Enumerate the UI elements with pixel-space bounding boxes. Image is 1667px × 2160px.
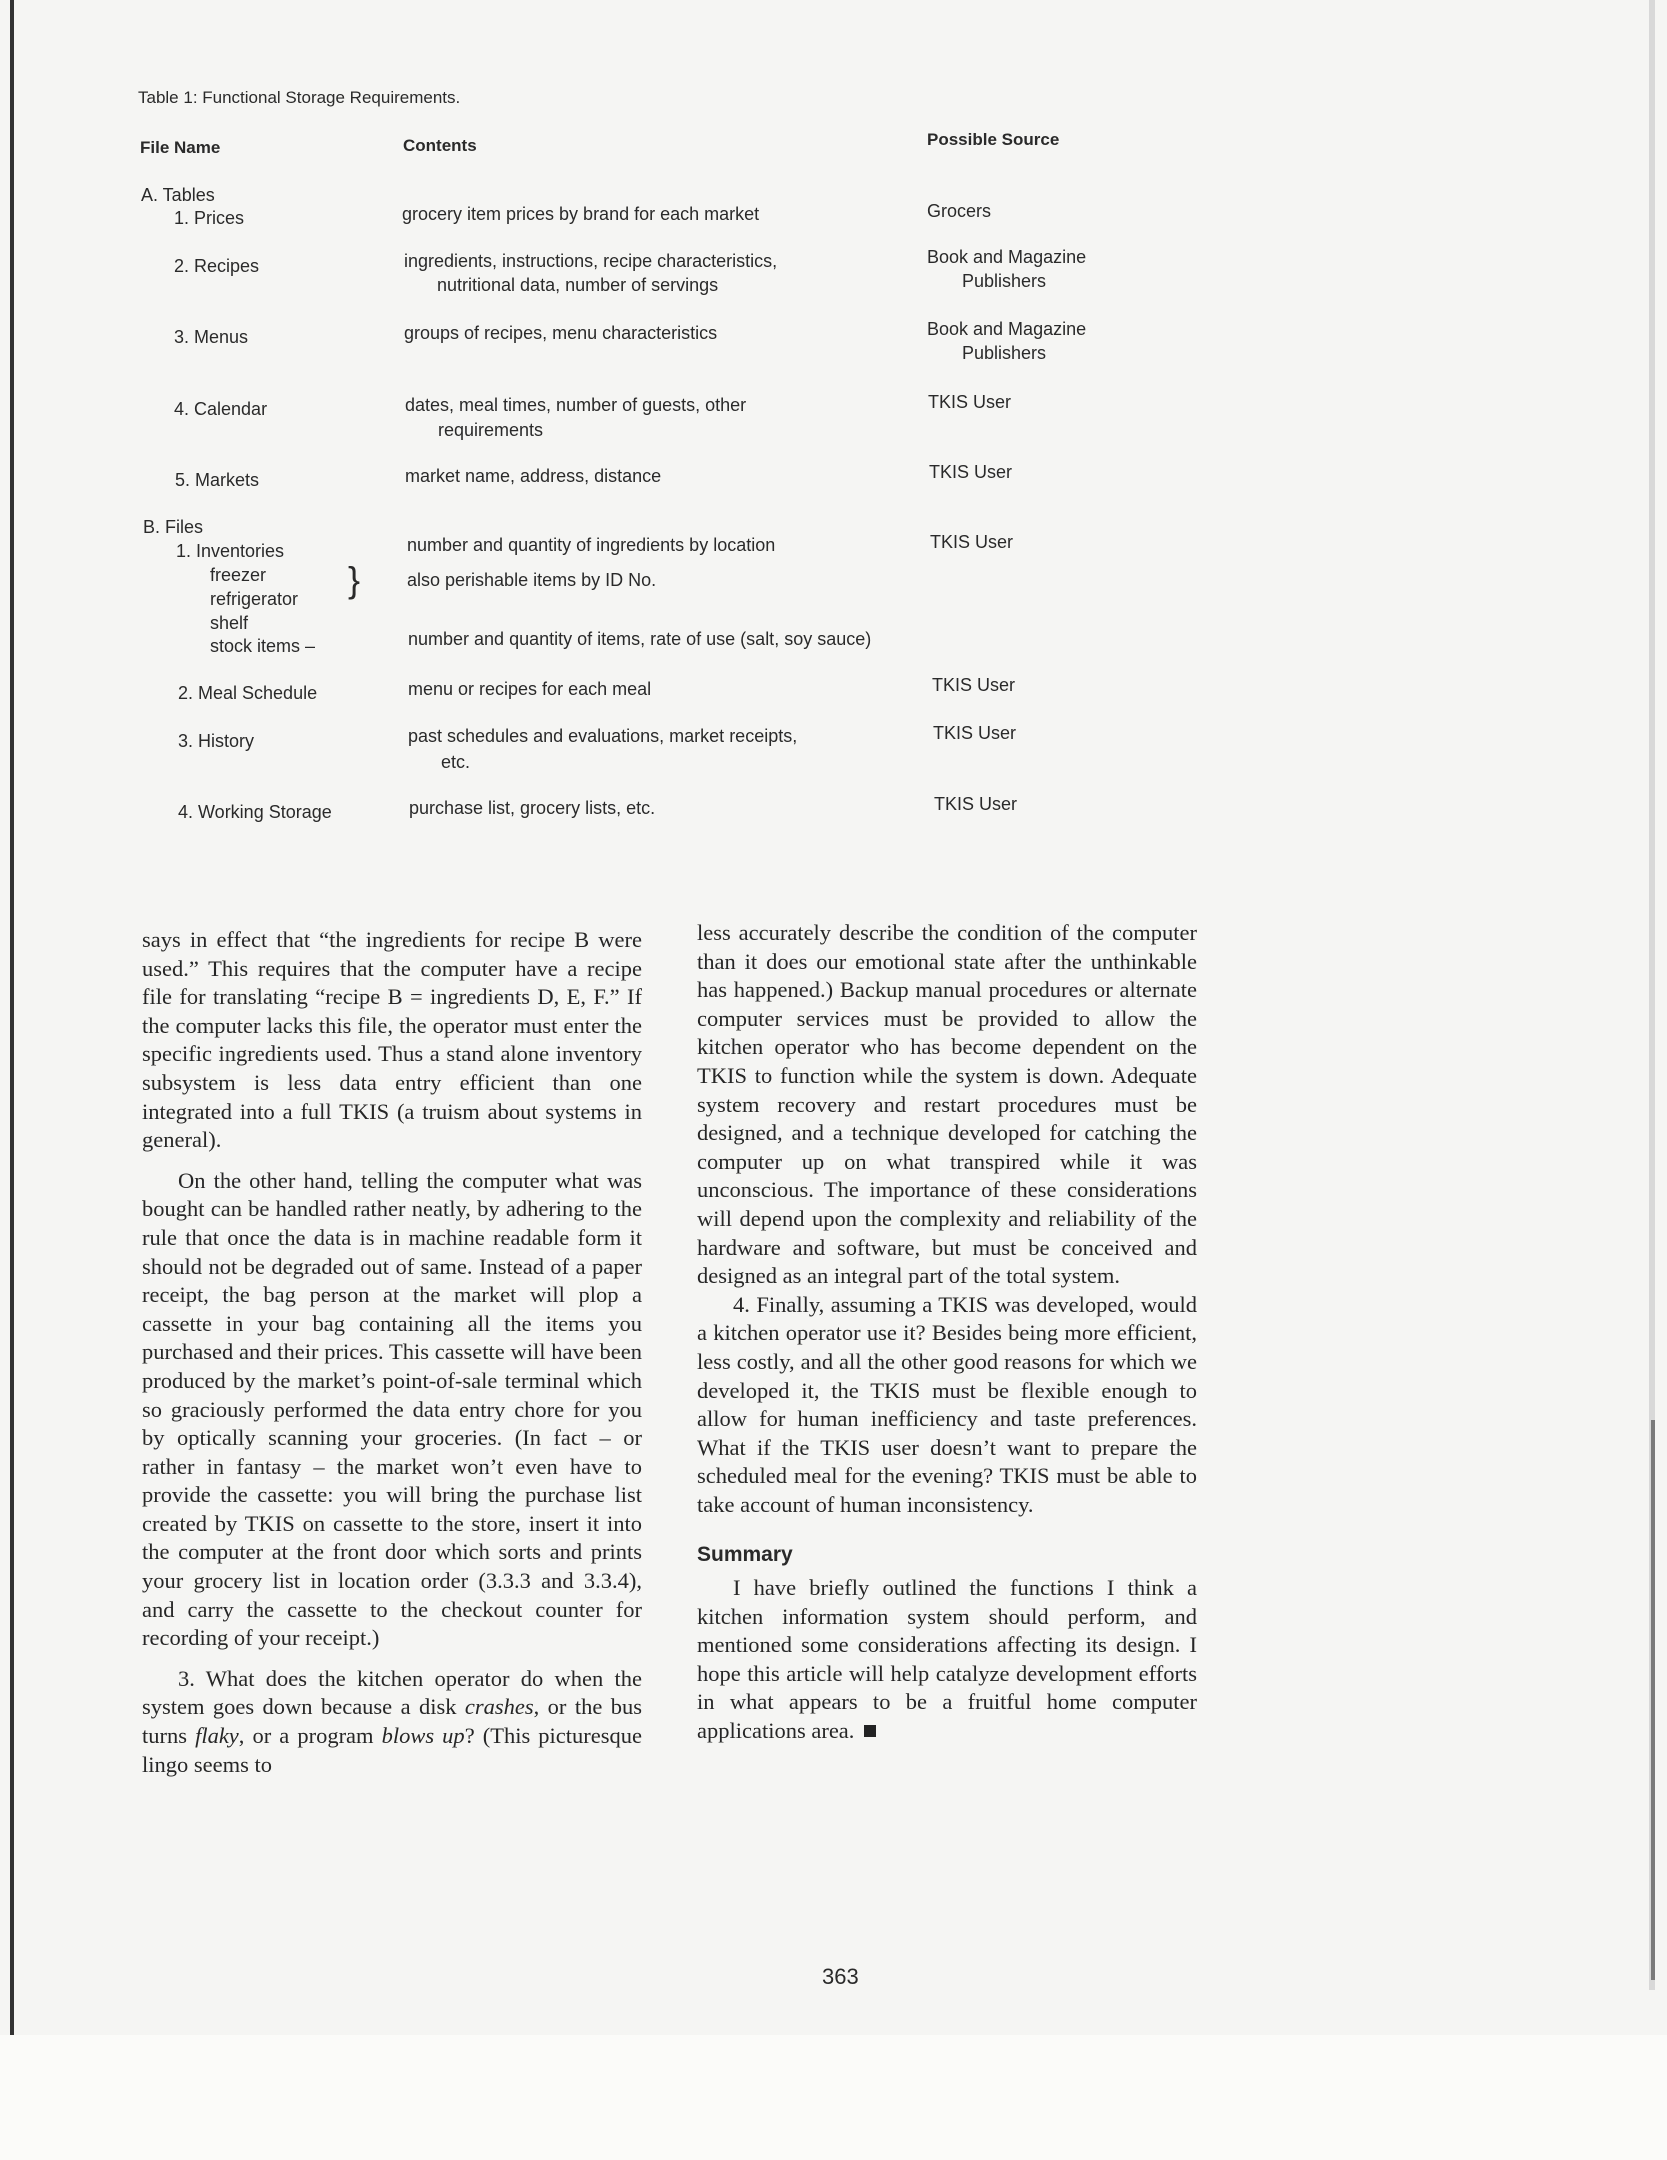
header-contents: Contents bbox=[403, 136, 477, 155]
row-working-storage-name: 4. Working Storage bbox=[178, 802, 332, 822]
section-a-label: A. Tables bbox=[141, 185, 215, 205]
end-mark-icon bbox=[864, 1725, 876, 1737]
row-history-name: 3. History bbox=[178, 731, 255, 751]
left-paragraph-1: says in effect that “the ingredients for recipe B were used.” This requires that the computer have a recipe file for translating “recipe B = ingredients D, E, F.” If the computer lacks this file, the operator must enter the specific ingredients used. Thus a stand alone inventory subsystem is less data entry efficient than one integrated into a full TKIS (a truism about systems in general). bbox=[142, 927, 642, 1153]
row-calendar-source: TKIS User bbox=[928, 392, 1012, 412]
left-paragraph-2: On the other hand, telling the computer what was bought can be handled rather neatly, by adhering to the rule that once the data is in machine readable form it should not be degraded out of same. Instead of a paper receipt, the bag person at the market will plop a cassette in your bag containing all the items you purchased and their prices. This cassette will have been produced by the market’s point-of-sale terminal which so graciously performed the data entry chore for you by optically scanning your groceries. (In fact – or rather in fantasy – the market won’t even have to provide the cassette: you will bring the purchase list created by TKIS on cassette to the store, insert it into the computer at the front door which sorts and prints your grocery list in location order (3.3.3 and 3.3.4), and carry the cassette to the checkout counter for recording of your receipt.) bbox=[142, 1167, 642, 1651]
row-recipes-contents-1: ingredients, instructions, recipe characteristics, bbox=[404, 251, 778, 271]
row-inventories-source: TKIS User bbox=[930, 532, 1014, 552]
left-column bbox=[142, 926, 642, 1779]
inventory-freezer: freezer bbox=[210, 565, 267, 585]
left-paragraph-3: 3. What does the kitchen operator do when the system goes down because a disk crashes, or the bus turns flaky, or a program blows up? (This picturesque lingo seems to bbox=[142, 1665, 642, 1777]
row-history-contents-1: past schedules and evaluations, market receipts, bbox=[408, 726, 798, 746]
perishable-note: also perishable items by ID No. bbox=[407, 570, 657, 590]
row-inventories-name: 1. Inventories bbox=[176, 541, 285, 561]
row-markets-source: TKIS User bbox=[929, 462, 1013, 482]
row-prices-contents: grocery item prices by brand for each market bbox=[402, 204, 760, 224]
stock-note: number and quantity of items, rate of use (salt, soy sauce) bbox=[408, 629, 872, 649]
row-meal-schedule-contents: menu or recipes for each meal bbox=[408, 679, 652, 699]
row-inventories-contents: number and quantity of ingredients by location bbox=[407, 535, 776, 555]
right-paragraph-1: less accurately describe the condition of the computer than it does our emotional state after the unthinkable has happened.) Backup manual procedures or alternate computer services must be provided to allow the kitchen operator who has become dependent on the TKIS to function while the system is down. Adequate system recovery and restart procedures must be designed, and a technique developed for catching the computer up on what transpired while it was unconscious. The importance of these considerations will depend upon the complexity and reliability of the hardware and software, but must be conceived and designed as an integral part of the total system. bbox=[697, 920, 1197, 1289]
inventory-stock-items: stock items – bbox=[210, 636, 316, 656]
row-markets-name: 5. Markets bbox=[175, 470, 260, 490]
row-calendar-contents-1: dates, meal times, number of guests, other bbox=[405, 395, 747, 415]
scan-edge-right-dark bbox=[1651, 1420, 1655, 1980]
row-recipes-source-2: Publishers bbox=[962, 271, 1047, 291]
row-history-source: TKIS User bbox=[933, 723, 1017, 743]
row-recipes-source-1: Book and Magazine bbox=[927, 247, 1087, 267]
right-column bbox=[697, 919, 1197, 1746]
row-meal-schedule-name: 2. Meal Schedule bbox=[178, 683, 318, 703]
row-history-contents-2: etc. bbox=[441, 752, 471, 772]
brace-symbol: } bbox=[348, 559, 361, 600]
scan-bottom-margin bbox=[0, 2035, 1667, 2160]
row-prices-name: 1. Prices bbox=[174, 208, 245, 228]
header-file-name: File Name bbox=[140, 138, 221, 157]
inventory-refrigerator: refrigerator bbox=[210, 589, 299, 609]
row-working-storage-source: TKIS User bbox=[934, 794, 1018, 814]
page-number: 363 bbox=[822, 1964, 859, 1989]
row-working-storage-contents: purchase list, grocery lists, etc. bbox=[409, 798, 656, 818]
row-recipes-contents-2: nutritional data, number of servings bbox=[437, 275, 719, 295]
inventory-shelf: shelf bbox=[210, 613, 249, 633]
row-markets-contents: market name, address, distance bbox=[405, 466, 662, 486]
row-prices-source: Grocers bbox=[927, 201, 992, 221]
row-menus-source-1: Book and Magazine bbox=[927, 319, 1087, 339]
row-calendar-name: 4. Calendar bbox=[174, 399, 268, 419]
row-calendar-contents-2: requirements bbox=[438, 420, 544, 440]
scan-edge-left bbox=[10, 0, 14, 2035]
right-paragraph-3: I have briefly outlined the functions I think a kitchen information system should perform, and mentioned some considerations affecting its design. I hope this article will help catalyze development efforts in what appears to be a fruitful home computer applications area. bbox=[697, 1575, 1197, 1744]
right-paragraph-2: 4. Finally, assuming a TKIS was developed, would a kitchen operator use it? Besides being more efficient, less costly, and all the other good reasons for which we developed it, the TKIS must be flexible enough to allow for human inefficiency and taste preferences. What if the TKIS user doesn’t want to prepare the scheduled meal for the evening? TKIS must be able to take account of human inconsistency. bbox=[697, 1291, 1197, 1517]
section-b-label: B. Files bbox=[143, 517, 204, 537]
header-possible-source: Possible Source bbox=[927, 130, 1060, 149]
table-caption: Table 1: Functional Storage Requirements. bbox=[138, 88, 461, 107]
row-recipes-name: 2. Recipes bbox=[174, 256, 260, 276]
row-menus-source-2: Publishers bbox=[962, 343, 1047, 363]
row-menus-name: 3. Menus bbox=[174, 327, 249, 347]
row-menus-contents: groups of recipes, menu characteristics bbox=[404, 323, 718, 343]
summary-heading: Summary bbox=[697, 1543, 793, 1567]
row-meal-schedule-source: TKIS User bbox=[932, 675, 1016, 695]
